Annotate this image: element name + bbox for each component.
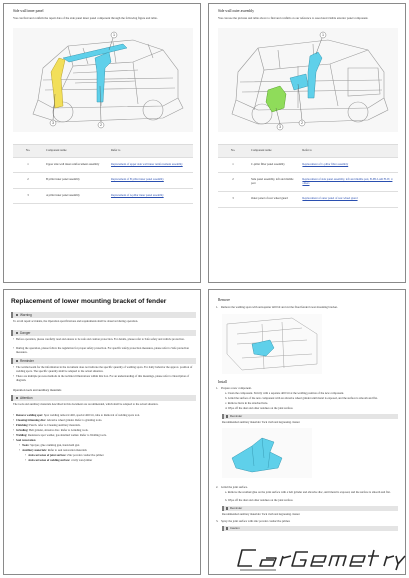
cell-name: C-pillar filler panel assembly xyxy=(248,157,299,173)
reminder-bullet: • There are multiple process methods in the technical illustrations within this box. For an understanding of this meanings, please refer to Description of diagram. xyxy=(16,375,194,383)
refer-link[interactable]: Replacement of upper side wall inner reinforcement assembly xyxy=(110,161,183,166)
bracket-part xyxy=(252,340,274,356)
refer-link[interactable]: Replacement of C-pillar filler assembly xyxy=(302,161,349,166)
page-replacement-procedure xyxy=(3,289,201,575)
reminder-icon xyxy=(226,415,228,417)
caution-bar: Caution xyxy=(222,526,398,531)
col-component: Component name xyxy=(248,145,299,158)
danger-label: Danger xyxy=(20,331,31,335)
install-step: 2. Grind the joint surface. xyxy=(216,485,248,489)
danger-bar xyxy=(11,330,196,336)
col-component: Component name xyxy=(43,145,108,158)
cell-no: 2 xyxy=(218,173,248,192)
refer-link[interactable]: Replacement of B pillar inner panel assembly xyxy=(110,177,164,182)
tool-item: • Finishing: Punch. refer to Cleaning auxiliary materials. xyxy=(16,424,194,428)
table-row xyxy=(13,188,193,204)
seal-item: • Anti-corrosion of joint surface: Zinc powder conductive primer xyxy=(28,454,194,458)
refer-link[interactable]: Replacement of A pillar inner panel assembly xyxy=(110,192,164,197)
cell-name: B pillar inner panel assembly xyxy=(43,173,108,189)
bracket-part xyxy=(232,438,282,472)
refer-link[interactable]: Replacement of outer panel of rear wheel guard xyxy=(302,196,358,201)
reminder-bar: Reminder xyxy=(222,506,398,511)
install-step: 3. Spray the joint surface with zinc powder conductive primer. xyxy=(216,519,291,523)
callout-3: 3 xyxy=(52,121,54,126)
page-title: Replacement of lower mounting bracket of fender xyxy=(11,298,167,305)
section-caption: You can use the pictures and table above to find and confirm on our reference to associated visible exterior panel component. xyxy=(218,16,369,20)
attention-icon xyxy=(16,397,18,399)
tool-item: • Grinding: Belt grinder, abrasive disc. Refer to Grinding tools. xyxy=(16,429,194,433)
tool-item: • Seal restoration xyxy=(16,439,194,443)
table-row xyxy=(218,192,398,208)
cell-name: Side panel assembly, left and middle part xyxy=(248,173,299,192)
danger-bullet: • During the operation, please follow the regulation for proper safety protection. For specific safety protection measures, please refer to Safe protection measures. xyxy=(16,347,194,355)
callout-1: 1 xyxy=(322,33,324,38)
warning-text: To avoid repair accidents, the Operation specifications and requirements shall be observed during operation. xyxy=(13,319,139,323)
table-row xyxy=(13,173,193,189)
component-table xyxy=(13,144,193,204)
remove-heading: Remove xyxy=(218,298,230,302)
remove-photo xyxy=(222,314,322,374)
subheading: Operation tools and auxiliary materials xyxy=(13,388,62,392)
attention-bar xyxy=(11,395,196,401)
tool-item: • Welding: Resistance spot welder, gas shielded welder. Refer to Welding tools. xyxy=(16,434,194,438)
install-substep: b. Wipe off the dust and other residues on the joint surface. xyxy=(225,498,294,502)
danger-icon xyxy=(16,332,18,334)
reminder-icon xyxy=(226,507,228,509)
install-substep: a. Clean the component. Strictly with a separate drill bit at the welding position of the new component. xyxy=(225,391,344,395)
cargeometry-logo xyxy=(236,544,406,572)
cell-name: Upper side wall inner reinforcement assembly xyxy=(43,157,108,173)
page-remove-install xyxy=(208,289,406,575)
section-title: Side wall inner panel xyxy=(13,9,44,13)
seal-item: • Tools: Sprayer, glue caulking gun, hand-held gun xyxy=(22,444,194,448)
page-side-wall-outer xyxy=(208,3,406,283)
warning-icon xyxy=(16,314,18,316)
install-substep: c. Remove burrs in the attached hole. xyxy=(225,401,269,405)
table-row xyxy=(218,173,398,192)
cell-no: 1 xyxy=(13,157,43,173)
cell-no: 2 xyxy=(13,173,43,189)
cell-no: 3 xyxy=(13,188,43,204)
cell-no: 3 xyxy=(218,192,248,208)
col-refer: Refer to xyxy=(108,145,193,158)
car-body-illustration xyxy=(218,28,398,132)
seal-item: • Anti-corrosion of welding surface: cavity wax/primer xyxy=(28,459,194,463)
col-no: No. xyxy=(13,145,43,158)
car-body-illustration xyxy=(13,28,193,132)
body-in-white-diagram xyxy=(13,28,193,132)
callout-3: 3 xyxy=(279,125,281,130)
tool-item: • Remove welding spot: Spot welding removal drill, special drill bit, tube to Removal of welding spots tool. xyxy=(16,414,194,418)
cell-name: A pillar inner panel assembly xyxy=(43,188,108,204)
reminder-bar: Reminder xyxy=(222,414,398,419)
caution-icon xyxy=(226,527,228,529)
page-side-wall-inner xyxy=(3,3,201,283)
b-pillar-part xyxy=(95,52,111,102)
callout-2: 2 xyxy=(301,121,303,126)
table-row xyxy=(218,157,398,173)
remove-step: 1. Remove the welding spots with anti-spatter drill bit and cut the fixed fender lower mounting bracket. xyxy=(216,305,338,309)
callout-2: 2 xyxy=(100,123,102,128)
side-panel-part xyxy=(290,74,308,90)
table-row xyxy=(13,157,193,173)
body-in-white-diagram xyxy=(218,28,398,132)
reminder-text: Recommended auxiliary materials: Tack cloth and degreasing cleaner xyxy=(222,513,300,516)
reminder-bullet: • The welded seam for the information in the document does not indicate the specific quantity of welding spots. For daily behavior the approx. position of welding spots. The specific quantity shall be adapted to the actual situation. xyxy=(16,366,194,374)
tool-item: • Cleaning/trimming disc: Abrasive wheel grinder. Refer to grinding tools. xyxy=(16,419,194,423)
reminder-icon xyxy=(16,360,18,362)
reminder-label: Reminder xyxy=(20,359,34,363)
install-step: 1. Prepare a new component. xyxy=(216,386,252,390)
install-substep: a. Remove the residual glue on the joint surface with a belt grinder and abrasive disc, until metal is exposed, and the surface is smooth and flat. xyxy=(225,490,391,494)
cell-name: Outer panel of rear wheel guard xyxy=(248,192,299,208)
new-bracket-photo xyxy=(222,428,312,478)
col-refer: Refer to xyxy=(299,145,398,158)
col-no: No. xyxy=(218,145,248,158)
component-table xyxy=(218,144,398,208)
callout-1: 1 xyxy=(113,33,115,38)
a-pillar-part xyxy=(51,58,65,108)
cell-no: 1 xyxy=(218,157,248,173)
attention-label: Attention xyxy=(20,396,33,400)
attention-text: The tools and auxiliary materials described in this document are recommended, which shall be adapted to the actual situation. xyxy=(13,402,159,406)
warning-bar xyxy=(11,312,196,318)
section-title: Side wall outer assembly xyxy=(218,9,255,13)
warning-label: Warning xyxy=(20,313,32,317)
reminder-text: Recommended auxiliary materials: Tack cloth and degreasing cleaner xyxy=(222,421,300,424)
install-substep: d. Wipe off the dust and other residues on the joint surface. xyxy=(225,406,294,410)
section-caption: You can find and confirm the repair data of the side panel inner panel component through the following figure and table. xyxy=(13,16,158,20)
danger-bullet: • Before operation, please carefully read and ensure to be safe and caution protection. For details, please refer to Safe safety and vehicle protection. xyxy=(16,338,194,342)
install-heading: Install xyxy=(218,380,227,384)
reminder-bar xyxy=(11,358,196,364)
refer-link[interactable]: Replacement of side panel assembly, left and middle part, B-PILLAR FLIT, 4 others xyxy=(302,177,393,185)
install-substep: b. Grind the surface of the new component with an abrasive wheel grinder until metal is exposed, and the surface is smooth and flat. xyxy=(225,396,378,400)
seal-item: • Auxiliary materials: Refer to seal restoration materials xyxy=(22,449,194,453)
